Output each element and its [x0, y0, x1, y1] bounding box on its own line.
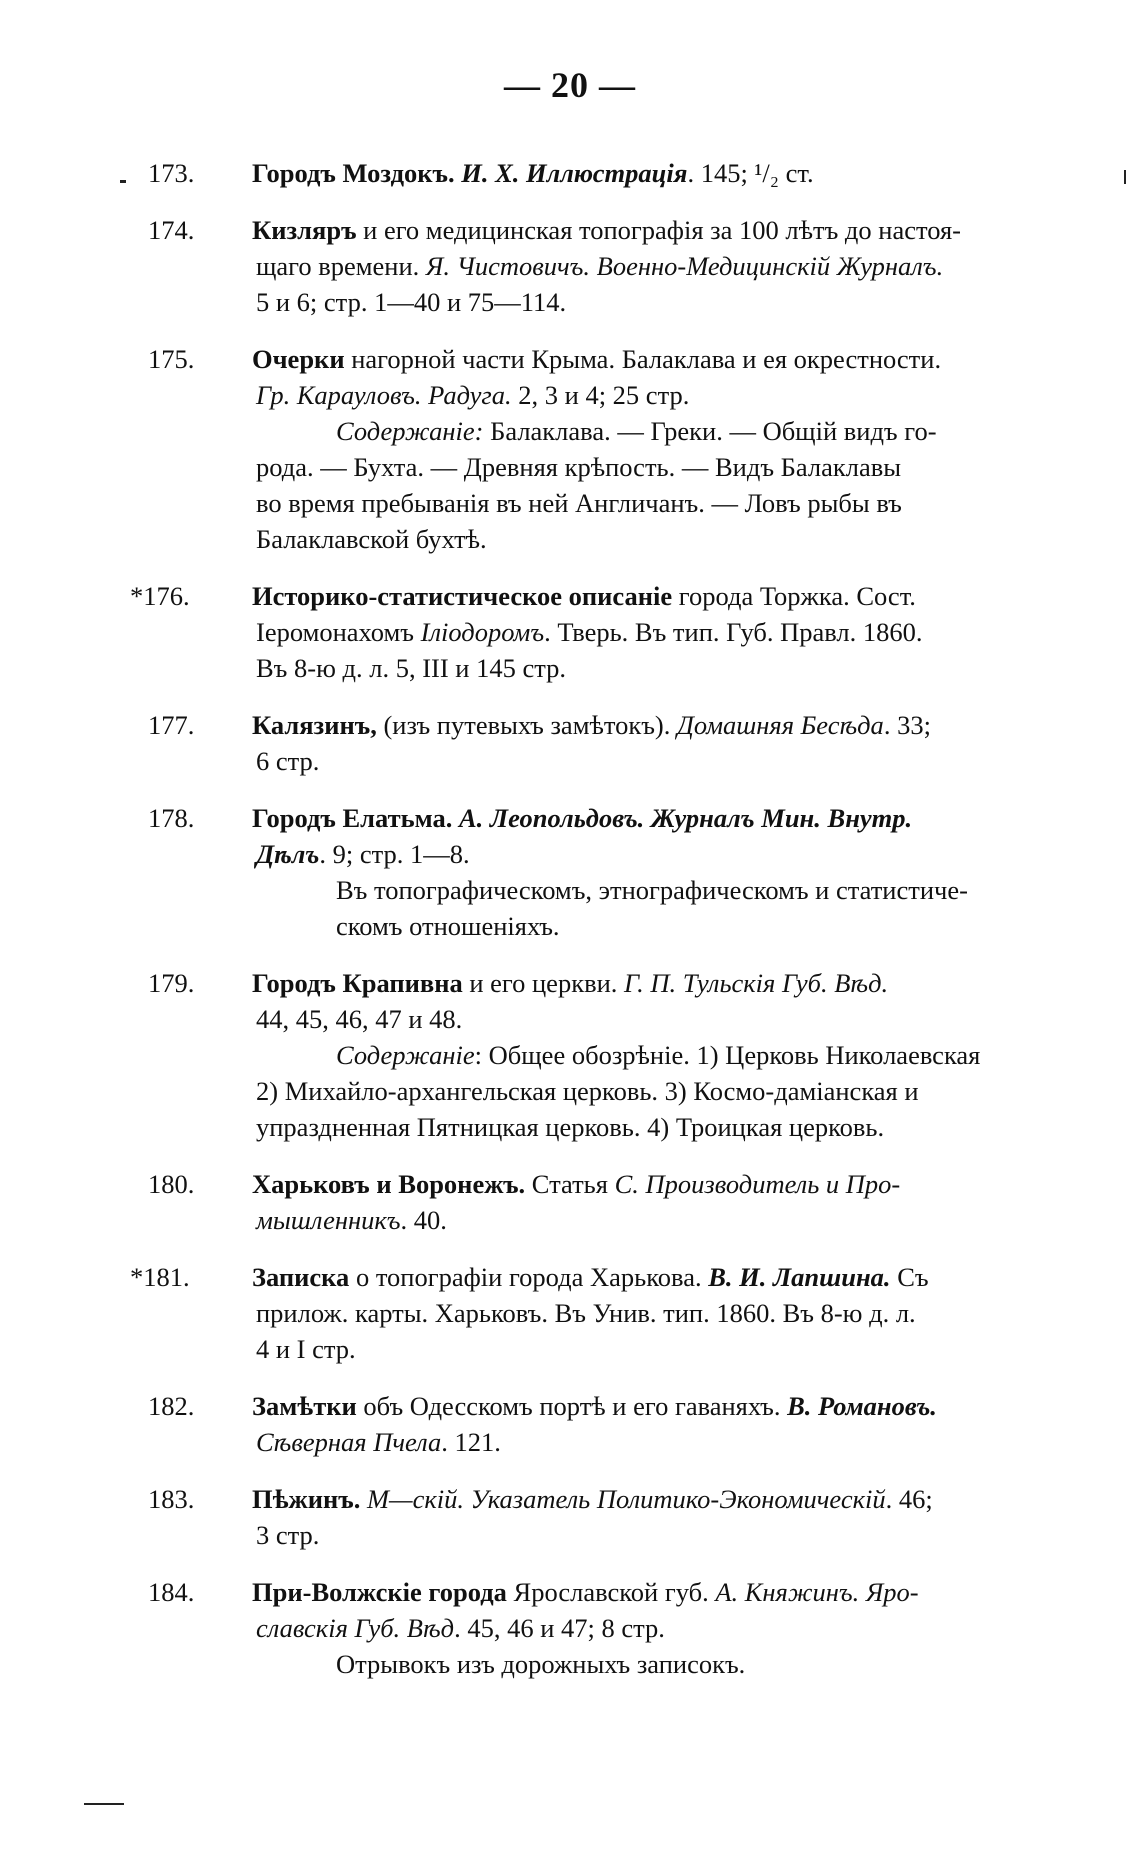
entry-line — [148, 1424, 1048, 1460]
bibliography-list — [130, 155, 1048, 1703]
entry-title: Записка — [252, 1262, 350, 1292]
entry-number: *181. — [130, 1262, 190, 1292]
entry-number: *176. — [130, 581, 190, 611]
entry-source: Дѣлъ — [256, 839, 320, 869]
entry-text: . Тверь. Въ тип. Губ. Правл. 1860. — [544, 617, 923, 647]
entry-number: 182. — [148, 1391, 195, 1421]
entry-line — [148, 1259, 1048, 1295]
entry-line — [148, 578, 1048, 614]
entry-text: Балаклавской бухтѣ. — [256, 524, 487, 554]
entry-line — [148, 521, 1048, 557]
entry-text: Іеромонахомъ — [256, 617, 421, 647]
entry-line — [148, 1646, 1048, 1682]
entry-text: Съ — [890, 1262, 929, 1292]
entry-line — [148, 1295, 1048, 1331]
entry-title: Калязинъ, — [252, 710, 377, 740]
entry-number: 175. — [148, 344, 195, 374]
entry-source: Содержаніе: — [336, 416, 484, 446]
entry-line — [148, 485, 1048, 521]
entry-line — [148, 1388, 1048, 1424]
entry-text: о топографіи города Харькова. — [349, 1262, 709, 1292]
entry-text: : Общее обозрѣніе. 1) Церковь Николаевская — [474, 1040, 981, 1070]
entry-text: Отрывокъ изъ дорожныхъ записокъ. — [336, 1649, 746, 1679]
entry-title: Городъ Моздокъ. — [252, 158, 462, 188]
entry-title: Кизляръ — [252, 215, 357, 245]
entry-line — [148, 707, 1048, 743]
entry-line — [148, 449, 1048, 485]
entry-source: И. Х. Иллюстрація — [461, 158, 688, 188]
entry-line — [148, 908, 1048, 944]
entry-line — [148, 743, 1048, 779]
bibliography-entry — [148, 800, 1048, 944]
bibliography-entry — [148, 212, 1048, 320]
entry-text: . 121. — [441, 1427, 501, 1457]
bibliography-entry — [148, 707, 1048, 779]
entry-text: рода. — Бухта. — Древняя крѣпость. — Видъ Балаклавы — [256, 452, 902, 482]
entry-source: Я. Чистовичъ. Военно-Медицинскій Журналъ. — [425, 251, 944, 281]
entry-line — [148, 1109, 1048, 1145]
entry-text: города Торжка. Сост. — [672, 581, 916, 611]
entry-text: Балаклава. — Греки. — Общій видъ го- — [483, 416, 937, 446]
entry-source: славскія Губ. Вѣд — [256, 1613, 455, 1643]
entry-line — [148, 650, 1048, 686]
entry-source: А. Леопольдовъ. Журналъ Мин. Внутр. — [459, 803, 913, 833]
entry-source: С. Производитель и Про- — [614, 1169, 901, 1199]
entry-title: Городъ Елатьма. — [252, 803, 459, 833]
entry-line — [148, 248, 1048, 284]
page-number: — 20 — — [504, 65, 636, 105]
entry-text: Въ топографическомъ, этнографическомъ и статистиче- — [336, 875, 968, 905]
entry-title: Замѣтки — [252, 1391, 357, 1421]
entry-text: 5 и 6; стр. 1—40 и 75—114. — [256, 287, 567, 317]
entry-title: При-Волжскіе города — [252, 1577, 507, 1607]
entry-number: 184. — [148, 1577, 195, 1607]
entry-text: и его церкви. — [462, 968, 625, 998]
entry-source: Домашняя Бесѣда — [677, 710, 884, 740]
entry-source: Содержаніе — [336, 1040, 475, 1070]
entry-line — [148, 965, 1048, 1001]
entry-line — [148, 1202, 1048, 1238]
entry-text: Ярославской губ. — [506, 1577, 716, 1607]
entry-number: 174. — [148, 215, 195, 245]
entry-text: нагорной части Крыма. Балаклава и ея окрестности. — [344, 344, 942, 374]
entry-line — [148, 1166, 1048, 1202]
entry-line — [148, 1037, 1048, 1073]
entry-line — [148, 377, 1048, 413]
entry-line — [148, 1610, 1048, 1646]
entry-source: Сѣверная Пчела — [256, 1427, 442, 1457]
entry-text: Въ 8-ю д. л. 5, III и 145 стр. — [256, 653, 567, 683]
entry-line — [148, 614, 1048, 650]
entry-line — [148, 155, 1048, 191]
entry-source: В. И. Лапшина. — [708, 1262, 891, 1292]
bibliography-entry — [148, 155, 1048, 191]
entry-source: Гр. Карауловъ. Радуга. — [256, 380, 512, 410]
entry-line — [148, 1001, 1048, 1037]
entry-source: Г. П. Тульскія Губ. Вѣд. — [624, 968, 889, 998]
scan-mark — [84, 1803, 124, 1805]
bibliography-entry — [130, 578, 1048, 686]
entry-line — [148, 1331, 1048, 1367]
entry-title: Очерки — [252, 344, 345, 374]
entry-text: 3 стр. — [256, 1520, 320, 1550]
entry-line — [148, 800, 1048, 836]
scan-mark — [120, 180, 126, 183]
entry-title: Пѣжинъ. — [252, 1484, 361, 1514]
entry-text: прилож. карты. Харьковъ. Въ Унив. тип. 1860. Въ 8-ю д. л. — [256, 1298, 916, 1328]
entry-text: 2, 3 и 4; 25 стр. — [511, 380, 690, 410]
entry-text: . 40. — [400, 1205, 447, 1235]
entry-line — [148, 1073, 1048, 1109]
entry-text: . 46; — [885, 1484, 933, 1514]
entry-text: . 33; — [883, 710, 931, 740]
entry-source: В. Романовъ. — [787, 1391, 937, 1421]
bibliography-entry — [130, 1259, 1048, 1367]
entry-source: Іліодоромъ — [420, 617, 545, 647]
bibliography-entry — [148, 1166, 1048, 1238]
entry-number: 173. — [148, 158, 195, 188]
entry-number: 178. — [148, 803, 195, 833]
bibliography-entry — [148, 965, 1048, 1145]
entry-text: и его медицинская топографія за 100 лѣтъ до настоя- — [356, 215, 961, 245]
entry-line — [148, 836, 1048, 872]
entry-line — [148, 1481, 1048, 1517]
bibliography-entry — [148, 1481, 1048, 1553]
entry-text: упраздненная Пятницкая церковь. 4) Троицкая церковь. — [256, 1112, 885, 1142]
entry-line — [148, 1574, 1048, 1610]
entry-number: 183. — [148, 1484, 195, 1514]
bibliography-entry — [148, 1388, 1048, 1460]
entry-line — [148, 1517, 1048, 1553]
entry-text: щаго времени. — [256, 251, 426, 281]
entry-text: во время пребыванія въ ней Англичанъ. — Ловъ рыбы въ — [256, 488, 902, 518]
bibliography-entry — [148, 1574, 1048, 1682]
entry-text: 6 стр. — [256, 746, 320, 776]
bibliography-entry — [148, 341, 1048, 557]
entry-title: Городъ Крапивна — [252, 968, 463, 998]
entry-line — [148, 872, 1048, 908]
entry-text: . 9; стр. 1—8. — [319, 839, 470, 869]
entry-text: (изъ путевыхъ замѣтокъ). — [376, 710, 677, 740]
entry-number: 177. — [148, 710, 195, 740]
entry-line — [148, 341, 1048, 377]
entry-text: 44, 45, 46, 47 и 48. — [256, 1004, 463, 1034]
entry-text: 4 и I стр. — [256, 1334, 356, 1364]
entry-text: . 45, 46 и 47; 8 стр. — [454, 1613, 665, 1643]
entry-title: Харьковъ и Воронежъ. — [252, 1169, 526, 1199]
entry-line — [148, 413, 1048, 449]
entry-line — [148, 284, 1048, 320]
entry-text: объ Одесскомъ портѣ и его гаваняхъ. — [356, 1391, 788, 1421]
entry-number: 179. — [148, 968, 195, 998]
scan-mark — [1124, 170, 1126, 184]
entry-text: скомъ отношеніяхъ. — [336, 911, 560, 941]
entry-source: мышленникъ — [256, 1205, 401, 1235]
entry-line — [148, 212, 1048, 248]
entry-text: Статья — [525, 1169, 615, 1199]
entry-source: М—скій. Указатель Политико-Экономическій — [360, 1484, 886, 1514]
entry-number: 180. — [148, 1169, 195, 1199]
entry-title: Историко-статистическое описаніе — [252, 581, 673, 611]
entry-text: 2) Михайло-архангельская церковь. 3) Космо-даміанская и — [256, 1076, 919, 1106]
entry-source: А. Княжинъ. Яро- — [715, 1577, 919, 1607]
entry-text: . 145; ¹/₂ ст. — [687, 158, 814, 188]
